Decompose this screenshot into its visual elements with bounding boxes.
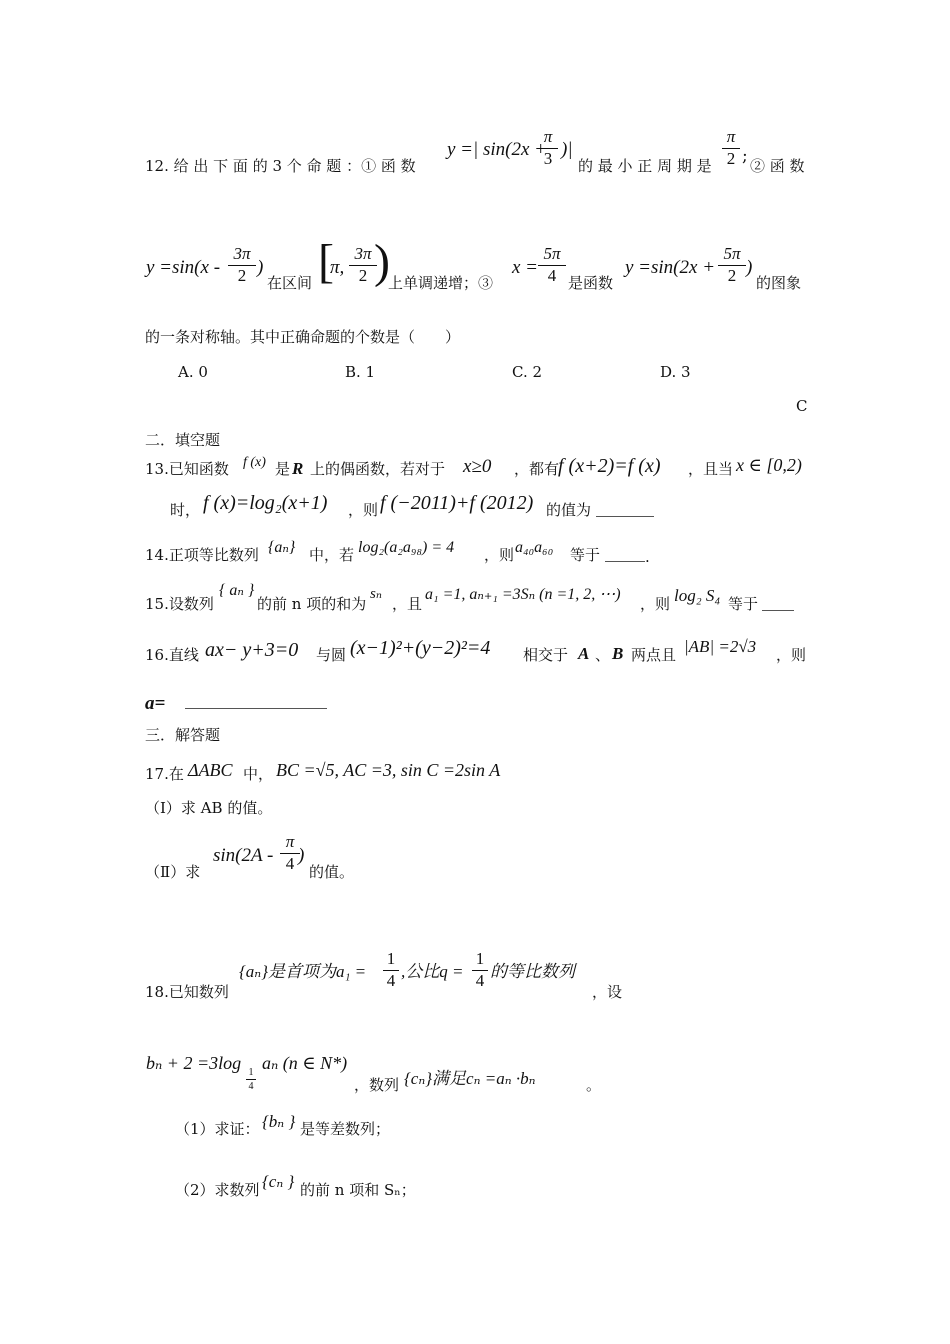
q16-post: ，则	[776, 646, 807, 664]
q12-eq3-fraction: 5π 2	[718, 245, 746, 285]
q12-eq1-fraction: π 3	[538, 128, 558, 168]
q12-line3: 的一条对称轴。其中正确命题的个数是（ ）	[145, 328, 461, 346]
q14-answer-blank[interactable]: .	[605, 548, 650, 565]
q12-eq1-close: )|	[561, 139, 573, 160]
q18-statement-a: {aₙ}是首项为a₁ =	[239, 962, 367, 981]
q12-interval-close: )	[374, 235, 390, 288]
q13-line2-mid: ，则	[348, 501, 379, 519]
q17-part2-post: 的值。	[309, 863, 355, 881]
q18-first-term-fraction: 1 4	[383, 950, 399, 990]
q18-post: ，设	[592, 983, 623, 1001]
q12-period-fraction: π 2	[722, 128, 740, 168]
q12-line2-mid: 在区间	[267, 274, 313, 292]
q14-mid: 中，若	[309, 546, 355, 564]
q12-eq2: y =sin(x -	[146, 257, 221, 278]
q13-mid: 上的偶函数，若对于	[310, 460, 446, 478]
q16-mid3: 两点且	[631, 646, 677, 664]
q17-mid: 中，	[243, 765, 274, 783]
q12-interval-a: π,	[330, 257, 345, 278]
section-answer-heading: 三．解答题	[145, 726, 221, 744]
q12-eq2-fraction: 3π 2	[228, 245, 256, 285]
q13-is: 是	[275, 460, 291, 478]
q18-b-eq: bₙ + 2 =3log	[146, 1053, 242, 1073]
q14-sequence: {aₙ}	[268, 539, 296, 556]
q14-post: 等于	[570, 546, 601, 564]
q15-expression: log₂ S₄	[674, 586, 721, 605]
q16-chord-length: |AB| =2√3	[684, 637, 757, 656]
q16-circle-eq: (x−1)²+(y−2)²=4	[350, 637, 491, 659]
q12-eq3-close: )	[746, 257, 753, 278]
q13-periodic-eq: f (x+2)=f (x)	[558, 455, 661, 477]
q12-eq2-close: )	[257, 257, 264, 278]
q15-sn: sₙ	[370, 586, 382, 602]
q13-answer-blank[interactable]	[596, 503, 654, 520]
q12-line1-prefix: 12. 给 出 下 面 的 3 个 命 题 ：① 函 数	[145, 157, 416, 175]
q14-log-eq: log₂(a₂a₉₈) = 4	[358, 539, 455, 556]
q12-eq1: y =| sin(2x +	[447, 139, 547, 160]
q18-c-def: {cₙ}满足cₙ =aₙ ·bₙ	[404, 1069, 536, 1088]
q12-option-b: B. 1	[345, 363, 376, 381]
q17-triangle: ΔABC	[188, 760, 233, 780]
q15-mid2: ，且	[392, 595, 423, 613]
q13-mid2: ，都有	[514, 460, 560, 478]
q13-log-eq: f (x)=log₂(x+1)	[203, 492, 328, 514]
q16-separator: 、	[595, 646, 611, 664]
q17-given: BC =√5, AC =3, sin C =2sin A	[276, 760, 501, 780]
q16-point-a: A	[578, 644, 590, 663]
q18-log-base-fraction: 1 4	[246, 1067, 256, 1092]
q12-option-c: C. 2	[512, 363, 543, 381]
q16-a-label: a=	[145, 693, 166, 714]
q18-line2-post: 。	[586, 1076, 602, 1094]
q17-prefix: 17.在	[145, 765, 184, 783]
q12-answer: C	[796, 397, 808, 415]
q15-post: 等于	[728, 595, 759, 613]
q18-prefix: 18.已知数列	[145, 983, 229, 1001]
q16-prefix: 16.直线	[145, 646, 199, 664]
q14-expression: a₄₀a₆₀	[515, 539, 554, 556]
q17-part2-fraction: π 4	[280, 833, 300, 873]
q12-interval-fraction: 3π 2	[349, 245, 377, 285]
q15-prefix: 15.设数列	[145, 595, 214, 613]
q18-statement-b: ,公比q =	[401, 962, 464, 981]
q13-mid3: ，且当	[688, 460, 734, 478]
q13-R: R	[292, 459, 304, 478]
q14-mid2: ，则	[484, 546, 515, 564]
q18-part2-post: 的前 n 项和 Sₙ；	[300, 1181, 416, 1199]
q16-point-b: B	[612, 644, 624, 663]
q12-line2-post: 的图象	[756, 274, 802, 292]
q18-part2-seq: {cₙ }	[262, 1172, 295, 1191]
q15-answer-blank[interactable]	[762, 597, 794, 614]
q18-line2-mid: ，数列	[354, 1076, 400, 1094]
q12-semicolon: ;	[742, 146, 748, 166]
q12-axis-fraction: 5π 4	[538, 245, 566, 285]
q12-line2-mid3: 是函数	[568, 274, 614, 292]
q16-mid: 与圆	[316, 646, 347, 664]
q12-interval-open: [	[318, 235, 334, 288]
q18-part1-post: 是等差数列；	[300, 1120, 391, 1138]
q12-line1-mid: 的 最 小 正 周 期 是	[578, 157, 712, 175]
q12-option-d: D. 3	[660, 363, 691, 381]
q15-sequence: { aₙ }	[219, 582, 255, 599]
q15-recurrence: a₁ =1, aₙ₊₁ =3Sₙ (n =1, 2, ⋯)	[425, 586, 621, 603]
q13-line2-prefix: 时，	[170, 501, 201, 519]
q13-fx: f (x)	[243, 455, 266, 470]
q12-option-a: A. 0	[178, 363, 208, 381]
q18-part1-prefix: （1）求证：	[175, 1120, 260, 1138]
q18-ratio-fraction: 1 4	[472, 950, 488, 990]
q15-mid: 的前 n 项的和为	[257, 595, 367, 613]
q13-expression: f (−2011)+f (2012)	[380, 492, 534, 514]
q16-line-eq: ax− y+3=0	[205, 639, 299, 661]
section-fill-in-heading: 二．填空题	[145, 431, 221, 449]
q13-domain: x ∈ [0,2)	[736, 455, 802, 475]
q15-mid3: ，则	[640, 595, 671, 613]
q18-statement-c: 的等比数列	[490, 962, 575, 981]
q13-condition: x≥0	[463, 456, 492, 477]
q17-part2-close: )	[298, 845, 305, 866]
q14-prefix: 14.正项等比数列	[145, 546, 259, 564]
q18-part1-seq: {bₙ }	[262, 1112, 296, 1131]
q16-mid2: 相交于	[523, 646, 569, 664]
q12-axis-x: x =	[512, 257, 539, 278]
q12-eq3: y =sin(2x +	[625, 257, 716, 278]
q13-line2-post: 的值为	[546, 501, 592, 519]
q17-part1: （Ⅰ）求 AB 的值。	[145, 799, 273, 817]
q13-prefix: 13.已知函数	[145, 460, 229, 478]
q18-part2-prefix: （2）求数列	[175, 1181, 260, 1199]
q16-answer-blank[interactable]	[185, 694, 327, 712]
q18-b-eq-rest: aₙ (n ∈ N*)	[262, 1053, 348, 1073]
q12-line1-post: ② 函 数	[750, 157, 805, 175]
q17-part2-prefix: （Ⅱ）求	[145, 863, 201, 881]
q12-line2-mid2: 上单调递增；③	[388, 274, 494, 292]
q17-part2-eq: sin(2A -	[213, 845, 274, 866]
